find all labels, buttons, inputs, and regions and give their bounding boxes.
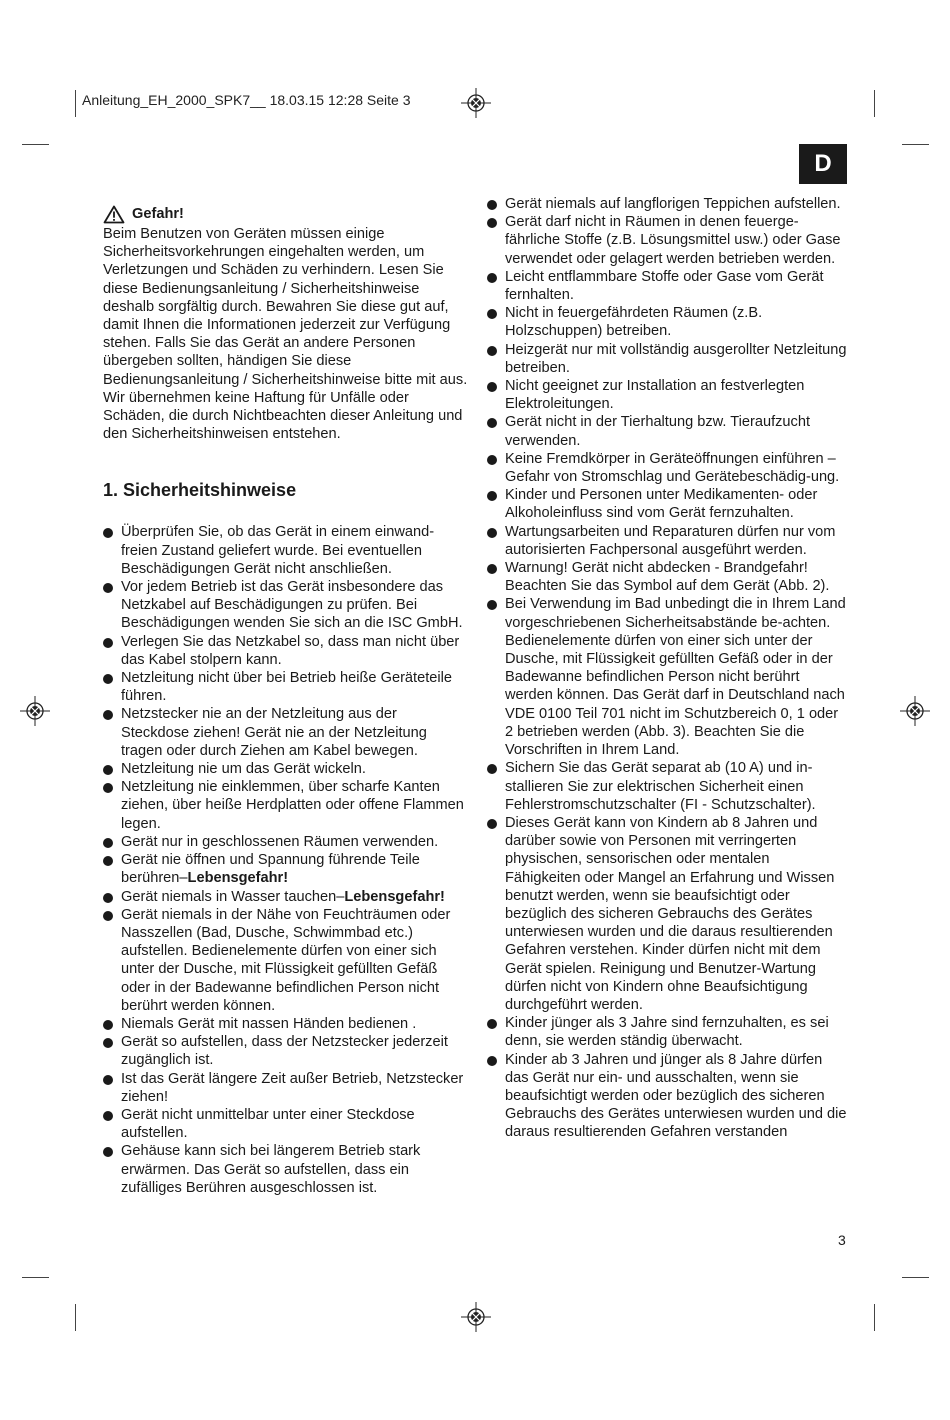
bullet-text: Gerät nie öffnen und Spannung führende Teile berühren–	[121, 852, 420, 887]
bullet-dot-icon	[487, 1056, 497, 1066]
bullet-text: Gerät nur in geschlossenen Räumen verwenden.	[121, 833, 439, 850]
bullet-item	[103, 1142, 468, 1197]
bullet-text: Gerät niemals auf langflorigen Teppichen aufstellen.	[505, 196, 841, 212]
bullet-text: Bei Verwendung im Bad unbedingt die in Ihrem Land vorgeschriebenen Sicherheitsabstände be-achten. Bedienelemente dürfen von einer sich unter der Dusche, mit Flüssigkeit gefüllten Gefäß oder in der Badewanne befindlichen Person nicht berührt werden können. Das Gerät darf in Deutschland nach VDE 0100 Teil 701 nicht im Schutzbereich 0, 1 oder 2 betrieben werden (Abb. 3). Beachten Sie die Vorschriften in Ihrem Land.	[505, 596, 846, 759]
bullet-text: Sichern Sie das Gerät separat ab (10 A) und in-stallieren Sie zur elektrischen Sicherheit einen Fehlerstromschutzschalter (FI - Schutzschalter).	[505, 760, 816, 813]
bullet-item	[103, 1106, 468, 1142]
bullet-dot-icon	[487, 309, 497, 319]
bullet-item	[487, 523, 847, 559]
bullet-item	[103, 1033, 468, 1069]
crop-mark	[75, 1304, 76, 1331]
registration-mark-icon	[900, 696, 930, 726]
bullet-dot-icon	[103, 838, 113, 848]
left-column	[103, 205, 468, 1197]
bullet-bold-text: Lebensgefahr!	[187, 870, 289, 887]
bullet-dot-icon	[487, 564, 497, 574]
bullet-item	[103, 906, 468, 1015]
bullet-text: Warnung! Gerät nicht abdecken - Brandgefahr! Beachten Sie das Symbol auf dem Gerät (Abb. 2).	[505, 560, 830, 595]
crop-mark	[22, 144, 49, 145]
bullet-dot-icon	[487, 491, 497, 501]
bullet-dot-icon	[103, 765, 113, 775]
crop-mark	[75, 90, 76, 117]
bullet-text: Heizgerät nur mit vollständig ausgerollter Netzleitung betreiben.	[505, 341, 847, 376]
warning-triangle-icon	[103, 205, 125, 224]
section-title: 1. Sicherheitshinweise	[103, 480, 297, 501]
bullet-dot-icon	[103, 1020, 113, 1030]
bullet-item	[487, 304, 847, 340]
danger-text: Beim Benutzen von Geräten müssen einige Sicherheitsvorkehrungen eingehalten werden, um Verletzungen und Schäden zu verhindern. Lesen Sie diese Bedienungsanleitung / Sicherheitshinweise deshalb sorgfältig durch. Bewahren Sie diese gut auf, damit Ihnen die Informationen jederzeit zur Verfügung stehen. Falls Sie das Gerät an andere Personen übergeben sollten, händigen Sie diese Bedienungsanleitung / Sicherheitshinweise bitte mit aus. Wir übernehmen keine Haftung für Unfälle oder Schäden, die durch Nichtbeachten dieser Anleitung und den Sicherheitshinweisen entstehen.	[103, 226, 468, 443]
bullet-dot-icon	[487, 218, 497, 228]
bullet-text: Gerät so aufstellen, dass der Netzstecker jederzeit zugänglich ist.	[121, 1034, 448, 1069]
bullet-item	[487, 595, 847, 759]
danger-title: Gefahr!	[132, 206, 184, 223]
bullet-item	[103, 633, 468, 669]
bullet-dot-icon	[103, 783, 113, 793]
bullet-item	[487, 559, 847, 595]
bullet-item	[487, 1014, 847, 1050]
bullet-item	[103, 1070, 468, 1106]
bullet-dot-icon	[103, 583, 113, 593]
bullet-item	[487, 213, 847, 268]
bullet-dot-icon	[103, 674, 113, 684]
bullet-item	[487, 1051, 847, 1142]
bullet-text: Gerät nicht unmittelbar unter einer Steckdose aufstellen.	[121, 1106, 415, 1142]
bullet-item	[103, 578, 468, 633]
bullet-item	[487, 759, 847, 814]
bullet-text: Kinder ab 3 Jahren und jünger als 8 Jahre dürfen das Gerät nur ein- und ausschalten, wenn sie beaufsichtigt werden oder bezüglich des sicheren Gebrauchs des Gerätes unterwiesen wurden und die daraus resultierenden Gefahren verstanden	[505, 1051, 847, 1141]
bullet-item	[103, 778, 468, 833]
registration-mark-icon	[461, 88, 491, 118]
bullet-dot-icon	[103, 1147, 113, 1157]
right-column	[487, 195, 847, 1142]
bullet-text: Gerät nicht in der Tierhaltung bzw. Tieraufzucht verwenden.	[505, 414, 811, 449]
bullet-text: Vor jedem Betrieb ist das Gerät insbesondere das Netzkabel auf Beschädigungen zu prüfen. Bei Beschädigungen wenden Sie sich an die ISC GmbH.	[121, 579, 463, 632]
bullet-item	[487, 486, 847, 522]
bullet-text: Nicht in feuergefährdeten Räumen (z.B. Holzschuppen) betreiben.	[505, 305, 763, 340]
bullet-dot-icon	[103, 893, 113, 903]
bullet-text: Netzstecker nie an der Netzleitung aus der Steckdose ziehen! Gerät nie an der Netzleitung tragen oder durch Ziehen am Kabel bewegen.	[121, 706, 427, 759]
bullet-text: Netzleitung nie einklemmen, über scharfe Kanten ziehen, über heiße Herdplatten oder offene Flammen legen.	[121, 779, 464, 832]
bullet-text: Niemals Gerät mit nassen Händen bedienen .	[121, 1015, 417, 1032]
bullet-dot-icon	[487, 418, 497, 428]
bullet-text: Nicht geeignet zur Installation an festverlegten Elektroleitungen.	[505, 378, 805, 413]
bullet-dot-icon	[103, 856, 113, 866]
bullet-dot-icon	[103, 528, 113, 538]
bullet-text: Dieses Gerät kann von Kindern ab 8 Jahren und darüber sowie von Personen mit verringerten physischen, sensorischen oder mentalen Fähigkeiten oder Mangel an Erfahrung und Wissen benutzt werden, wenn sie beaufsichtigt oder bezüglich des sicheren Gebrauchs des Gerätes unterwiesen wurden und die daraus resultierenden Gefahren verstehen. Kinder dürfen nicht mit dem Gerät spielen. Reinigung und Benutzer-Wartung dürfen nicht von Kindern ohne Beaufsichtigung durchgeführt werden.	[505, 814, 835, 1013]
bullet-dot-icon	[487, 764, 497, 774]
bullet-item	[103, 888, 468, 906]
bullet-text: Netzleitung nie um das Gerät wickeln.	[121, 761, 366, 778]
bullet-text: Ist das Gerät längere Zeit außer Betrieb, Netzstecker ziehen!	[121, 1070, 464, 1105]
bullet-item	[103, 760, 468, 778]
bullet-text: Gerät niemals in der Nähe von Feuchträumen oder Nasszellen (Bad, Dusche, Schwimmbad etc.) aufstellen. Bedienelemente dürfen von einer sich unter der Dusche, mit Flüssigkeit gefüllten Gefäß oder in der Badewanne befindlichen Person nicht berührt werden können.	[121, 906, 451, 1014]
bullet-text: Keine Fremdkörper in Geräteöffnungen einführen – Gefahr von Stromschlag und Gerätebeschädig-ung.	[505, 450, 840, 486]
bullet-dot-icon	[487, 600, 497, 610]
bullet-item	[103, 669, 468, 705]
bullet-dot-icon	[487, 200, 497, 210]
language-badge: D	[799, 144, 847, 184]
bullet-text: Gehäuse kann sich bei längerem Betrieb stark erwärmen. Das Gerät so aufstellen, dass ein zufälliges Berühren ausgeschlossen ist.	[121, 1143, 421, 1196]
bullet-dot-icon	[103, 1038, 113, 1048]
bullet-text: Leicht entflammbare Stoffe oder Gase vom Gerät fernhalten.	[505, 268, 824, 304]
bullet-text: Netzleitung nicht über bei Betrieb heiße Geräteteile führen.	[121, 670, 452, 705]
bullet-item	[487, 814, 847, 1014]
registration-mark-icon	[20, 696, 50, 726]
bullet-dot-icon	[103, 1075, 113, 1085]
registration-mark-icon	[461, 1302, 491, 1332]
bullet-dot-icon	[487, 382, 497, 392]
crop-mark	[874, 90, 875, 117]
safety-list-left	[103, 523, 468, 1197]
crop-mark	[902, 1277, 929, 1278]
bullet-item	[487, 450, 847, 486]
bullet-dot-icon	[103, 638, 113, 648]
bullet-item	[103, 705, 468, 760]
bullet-text: Überprüfen Sie, ob das Gerät in einem einwand-freien Zustand geliefert wurde. Bei eventuellen Beschädigungen Gerät nicht anschließen.	[121, 524, 435, 577]
bullet-text: Gerät darf nicht in Räumen in denen feuerge-fährliche Stoffe (z.B. Lösungsmittel usw.) oder Gase verwendet oder gelagert werden betrieben werden.	[505, 214, 841, 267]
bullet-item	[487, 268, 847, 304]
bullet-bold-text: Lebensgefahr!	[344, 888, 445, 905]
bullet-item	[487, 413, 847, 449]
bullet-item	[487, 377, 847, 413]
bullet-text: Verlegen Sie das Netzkabel so, dass man nicht über das Kabel stolpern kann.	[121, 633, 460, 668]
crop-mark	[874, 1304, 875, 1331]
page-number: 3	[838, 1232, 846, 1248]
bullet-dot-icon	[487, 819, 497, 829]
bullet-item	[103, 1015, 468, 1033]
bullet-dot-icon	[103, 911, 113, 921]
bullet-text: Gerät niemals in Wasser tauchen–	[121, 888, 345, 905]
bullet-dot-icon	[487, 528, 497, 538]
danger-heading	[103, 205, 468, 224]
bullet-text: Kinder jünger als 3 Jahre sind fernzuhalten, es sei denn, sie werden ständig überwacht.	[505, 1015, 829, 1050]
bullet-dot-icon	[103, 1111, 113, 1121]
safety-list-right	[487, 195, 847, 1142]
bullet-dot-icon	[487, 455, 497, 465]
bullet-item	[103, 833, 468, 851]
bullet-dot-icon	[487, 346, 497, 356]
print-slug: Anleitung_EH_2000_SPK7__ 18.03.15 12:28 Seite 3	[82, 92, 411, 108]
bullet-dot-icon	[103, 710, 113, 720]
bullet-dot-icon	[487, 273, 497, 283]
bullet-text: Kinder und Personen unter Medikamenten- oder Alkoholeinfluss sind vom Gerät fernzuhalten.	[505, 487, 818, 522]
crop-mark	[902, 144, 929, 145]
bullet-item	[487, 341, 847, 377]
bullet-item	[103, 523, 468, 578]
bullet-dot-icon	[487, 1019, 497, 1029]
bullet-item	[103, 851, 468, 887]
bullet-item	[487, 195, 847, 213]
crop-mark	[22, 1277, 49, 1278]
bullet-text: Wartungsarbeiten und Reparaturen dürfen nur vom autorisierten Fachpersonal ausgeführt werden.	[505, 523, 836, 558]
